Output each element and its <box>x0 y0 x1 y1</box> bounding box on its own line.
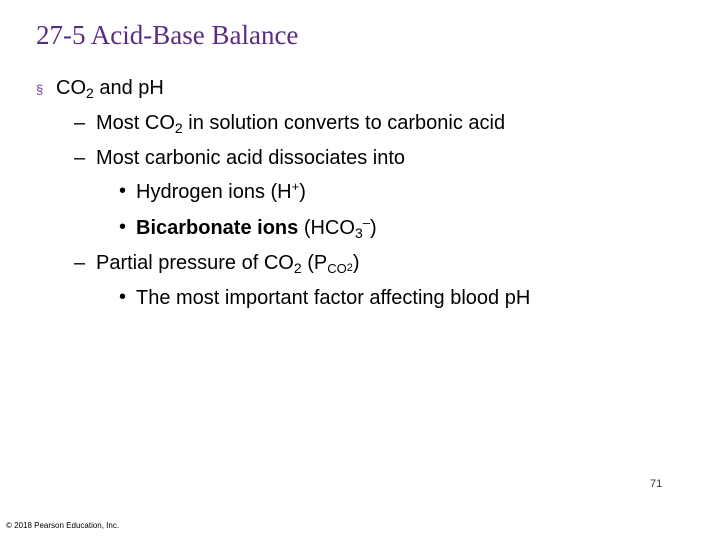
dot-bullet-icon: • <box>119 216 127 238</box>
page-number: 71 <box>650 478 663 490</box>
dash-bullet-icon: – <box>74 147 86 169</box>
dot-bullet-icon: • <box>119 286 127 308</box>
dot-bullet-icon: • <box>119 180 127 202</box>
copyright-notice: © 2018 Pearson Education, Inc. <box>6 521 120 530</box>
bullet-hydrogen-ions: Hydrogen ions (H+) <box>136 179 306 203</box>
bullet-most-important-factor: The most important factor affecting blood pH <box>136 287 531 309</box>
bullet-bicarbonate-ions: Bicarbonate ions $(HCO_3^-)$ <box>136 215 377 241</box>
bullet-carbonic-acid-dissociates: Most carbonic acid dissociates into <box>96 147 406 169</box>
dash-bullet-icon: – <box>74 252 86 274</box>
dash-bullet-icon: – <box>74 112 86 134</box>
bullet-co2-and-ph: $CO_2$ and pH <box>56 77 164 101</box>
slide-title: 27-5 Acid-Base Balance <box>36 20 299 50</box>
bullet-partial-pressure: Partial pressure of $CO_2$ $(P_{CO2})$ <box>96 252 360 276</box>
square-bullet-icon: § <box>36 82 44 97</box>
bullet-most-co2-converts: Most $CO_2$ in solution converts to carbonic acid <box>96 112 506 136</box>
